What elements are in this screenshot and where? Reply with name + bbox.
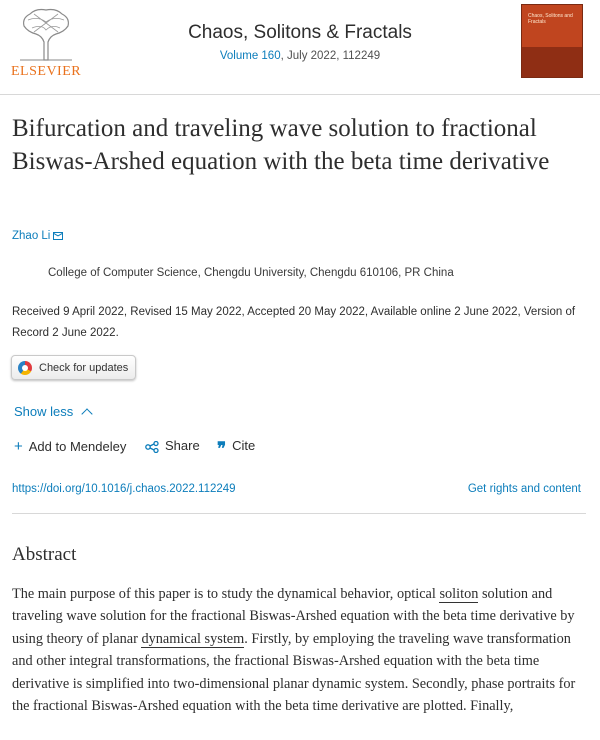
- elsevier-logo[interactable]: [8, 6, 84, 82]
- abstract-part-2: solution and traveling wave solution for the fractional Biswas-Arshed equation with the beta time derivative by using theory of planar: [12, 586, 575, 647]
- chevron-up-icon: [82, 408, 93, 419]
- cover-band: [522, 47, 582, 77]
- abstract-part-3: . Firstly, by employing the traveling wave transformation and other integral transformations, the fractional Biswas-Arshed equation with the beta time derivative is simplified into two-dimensional planar dynamic system. Secondly, phase portraits for the fractional Biswas-Arshed equation with the beta time derivative are plotted. Finally,: [12, 630, 576, 715]
- journal-cover-thumbnail[interactable]: [521, 4, 583, 78]
- divider: [12, 513, 586, 514]
- email-icon[interactable]: [53, 232, 63, 240]
- check-for-updates-button[interactable]: [11, 355, 136, 380]
- share-icon: [145, 441, 159, 453]
- abstract-part-1: The main purpose of this paper is to study the dynamical behavior, optical: [12, 586, 440, 602]
- article-header: [0, 0, 600, 95]
- rights-link[interactable]: Get rights and content: [467, 483, 581, 495]
- journal-title-link[interactable]: Chaos, Solitons & Fractals: [188, 22, 412, 43]
- crossmark-icon: [18, 361, 32, 375]
- dynamical-system-link[interactable]: dynamical system: [141, 630, 245, 647]
- volume-link[interactable]: Volume 160: [219, 50, 281, 62]
- elsevier-tree-icon: [14, 6, 78, 62]
- mendeley-label: Add to Mendeley: [28, 439, 127, 454]
- share-label: Share: [165, 438, 200, 453]
- soliton-link[interactable]: soliton: [439, 586, 479, 602]
- journal-info: [110, 22, 490, 62]
- check-for-updates-label: Check for updates: [39, 362, 129, 374]
- abstract-text: [12, 583, 594, 717]
- author[interactable]: [12, 230, 63, 242]
- cite-button[interactable]: [217, 438, 256, 459]
- add-to-mendeley-button[interactable]: [14, 438, 126, 455]
- article-history: Received 9 April 2022, Revised 15 May 2022, Accepted 20 May 2022, Available online 2 June 2022, Version of Record 2 June 2022.: [12, 306, 576, 339]
- elsevier-wordmark: ELSEVIER: [11, 64, 82, 79]
- article-title: Bifurcation and traveling wave solution to fractional Biswas-Arshed equation with the beta time derivative: [12, 115, 550, 175]
- show-less-label: Show less: [14, 404, 74, 419]
- abstract-heading: Abstract: [12, 544, 77, 565]
- cite-label: Cite: [232, 438, 256, 453]
- journal-issue: [110, 50, 490, 62]
- issue-details: , July 2022, 112249: [280, 50, 381, 62]
- doi-link[interactable]: https://doi.org/10.1016/j.chaos.2022.112249: [12, 483, 236, 495]
- plus-icon: +: [14, 438, 23, 455]
- share-button[interactable]: [145, 438, 200, 453]
- author-name[interactable]: Zhao Li: [12, 230, 51, 242]
- show-less-toggle[interactable]: [14, 404, 91, 419]
- quote-icon: ❞: [217, 439, 227, 459]
- affiliation: College of Computer Science, Chengdu University, Chengdu 610106, PR China: [48, 267, 454, 279]
- cover-title: Chaos, Solitons and Fractals: [528, 13, 573, 25]
